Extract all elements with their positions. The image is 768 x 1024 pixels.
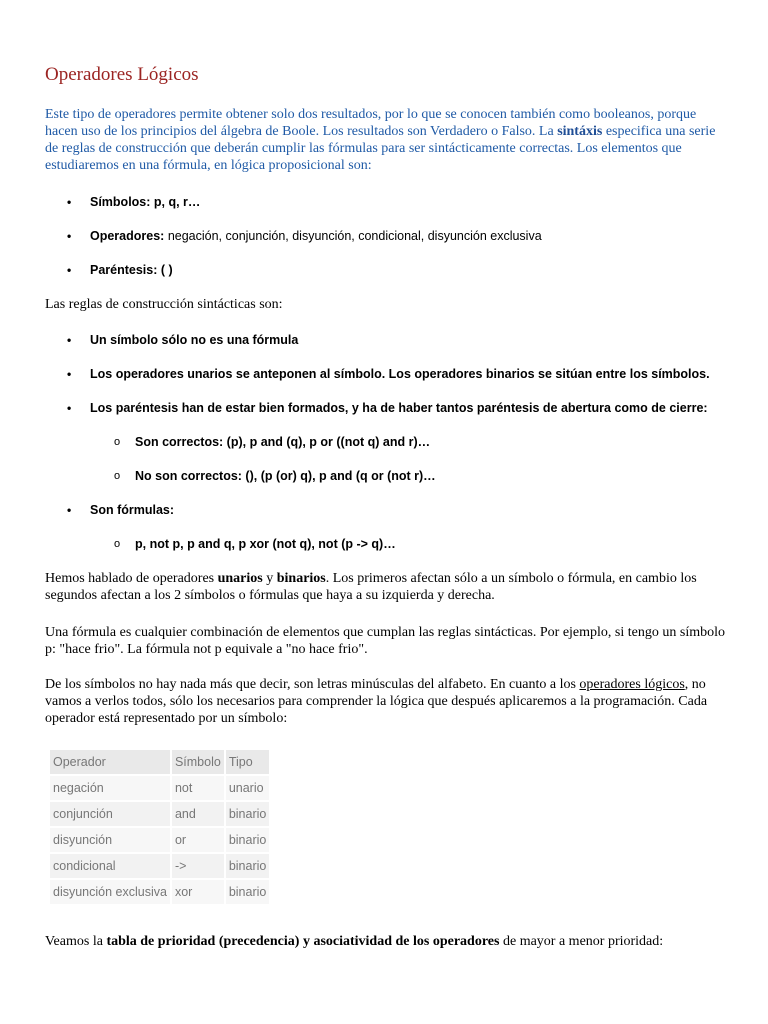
element-value: negación, conjunción, disyunción, condicional, disyunción exclusiva [164, 229, 542, 243]
rules-intro: Las reglas de construcción sintácticas son: [45, 297, 283, 312]
table-cell: or [172, 828, 224, 852]
table-cell: condicional [50, 854, 170, 878]
table-cell: xor [172, 880, 224, 904]
bullet-icon: • [67, 503, 72, 517]
table-cell: conjunción [50, 802, 170, 826]
bold-binarios: binarios [276, 571, 326, 586]
list-item [45, 366, 725, 383]
text-span: de mayor a menor prioridad: [499, 934, 664, 949]
text-span: Veamos la [45, 934, 107, 949]
list-item [45, 194, 725, 211]
intro-text-2: especifica una serie de reglas de construcción que deberán cumplir las fórmulas para ser sintácticamente correctas. Los elementos que estudiaremos en una fórmula, en lógica proposicional son: [45, 124, 716, 173]
sub-bullet-icon: o [114, 436, 121, 448]
table-cell: disyunción [50, 828, 170, 852]
rule-text: Los paréntesis han de estar bien formados, y ha de haber tantos paréntesis de abertura como de cierre: [90, 401, 708, 415]
bullet-icon: • [67, 195, 72, 209]
sub-bullet-icon: o [114, 538, 121, 550]
bullet-icon: • [67, 263, 72, 277]
table-header: Símbolo [172, 750, 224, 774]
sub-rule-text: Son correctos: (p), p and (q), p or ((not q) and r)… [135, 435, 431, 449]
list-item [45, 262, 725, 279]
table-cell: binario [226, 880, 270, 904]
table-cell: and [172, 802, 224, 826]
intro-text-1: Este tipo de operadores permite obtener solo dos resultados, por lo que se conocen también como booleanos, porque hacen uso de los principios del álgebra de Boole. Los resultados son Verdadero o Falso. La [45, 107, 697, 139]
bullet-icon: • [67, 367, 72, 381]
paragraph-formula: Una fórmula es cualquier combinación de elementos que cumplan las reglas sintácticas. Por ejemplo, si tengo un símbolo p: "hace frio". La fórmula not p equivale a "no hace frio". [45, 625, 725, 657]
table-header: Operador [50, 750, 170, 774]
table-cell: -> [172, 854, 224, 878]
bullet-icon: • [67, 401, 72, 415]
text-span: y [262, 571, 277, 586]
element-label: Operadores: [90, 229, 165, 243]
table-cell: negación [50, 776, 170, 800]
table-header-row [50, 750, 269, 774]
table-row [50, 802, 269, 826]
text-span: , no vamos a verlos todos, sólo los necesarios para comprender la lógica que después aplicaremos a la programación. Cada operador está representado por un símbolo: [45, 677, 708, 726]
rule-text: Son fórmulas: [90, 503, 175, 517]
paragraph-operators [45, 570, 725, 604]
list-item [45, 400, 725, 417]
sub-bullet-icon: o [114, 470, 121, 482]
table-cell: not [172, 776, 224, 800]
sub-list-item [45, 468, 725, 485]
table-cell: binario [226, 854, 270, 878]
paragraph-symbols [45, 676, 725, 727]
sub-list-item [45, 434, 725, 451]
text-span: Hemos hablado de operadores [45, 571, 218, 586]
operators-table [48, 748, 271, 906]
intro-paragraph [45, 106, 725, 174]
bold-unarios: unarios [217, 571, 263, 586]
rule-text: Un símbolo sólo no es una fórmula [90, 333, 299, 347]
bullet-icon: • [67, 333, 72, 347]
intro-bold-syntax: sintáxis [557, 124, 603, 139]
element-value: p, q, r… [150, 195, 201, 209]
table-header: Tipo [226, 750, 270, 774]
rule-text: Los operadores unarios se anteponen al símbolo. Los operadores binarios se sitúan entre los símbolos. [90, 367, 710, 381]
element-label: Símbolos: [90, 195, 151, 209]
table-row [50, 854, 269, 878]
text-span: . Los primeros afectan sólo a un símbolo o fórmula, en cambio los segundos afectan a los 2 símbolos o fórmulas que haya a su izquierda y derecha. [45, 571, 697, 603]
page-title: Operadores Lógicos [45, 64, 199, 85]
sub-list-item [45, 536, 725, 553]
table-row [50, 776, 269, 800]
list-item [45, 502, 725, 519]
table-cell: binario [226, 802, 270, 826]
operadores-logicos-link[interactable]: operadores lógicos [579, 677, 685, 692]
paragraph-precedence [45, 933, 725, 950]
table-cell: unario [226, 776, 270, 800]
sub-rule-text: No son correctos: (), (p (or) q), p and (q or (not r)… [135, 469, 436, 483]
sub-rule-text: p, not p, p and q, p xor (not q), not (p -> q)… [135, 537, 396, 551]
text-span: De los símbolos no hay nada más que decir, son letras minúsculas del alfabeto. En cuanto a los [45, 677, 580, 692]
elements-list [45, 194, 725, 279]
element-value: ( ) [157, 263, 173, 277]
table-cell: disyunción exclusiva [50, 880, 170, 904]
list-item [45, 332, 725, 349]
element-label: Paréntesis: [90, 263, 158, 277]
list-item [45, 228, 725, 245]
bullet-icon: • [67, 229, 72, 243]
bold-precedence-table: tabla de prioridad (precedencia) y asociatividad de los operadores [106, 934, 500, 949]
table-row [50, 828, 269, 852]
table-row [50, 880, 269, 904]
table-cell: binario [226, 828, 270, 852]
rules-list [45, 332, 725, 553]
